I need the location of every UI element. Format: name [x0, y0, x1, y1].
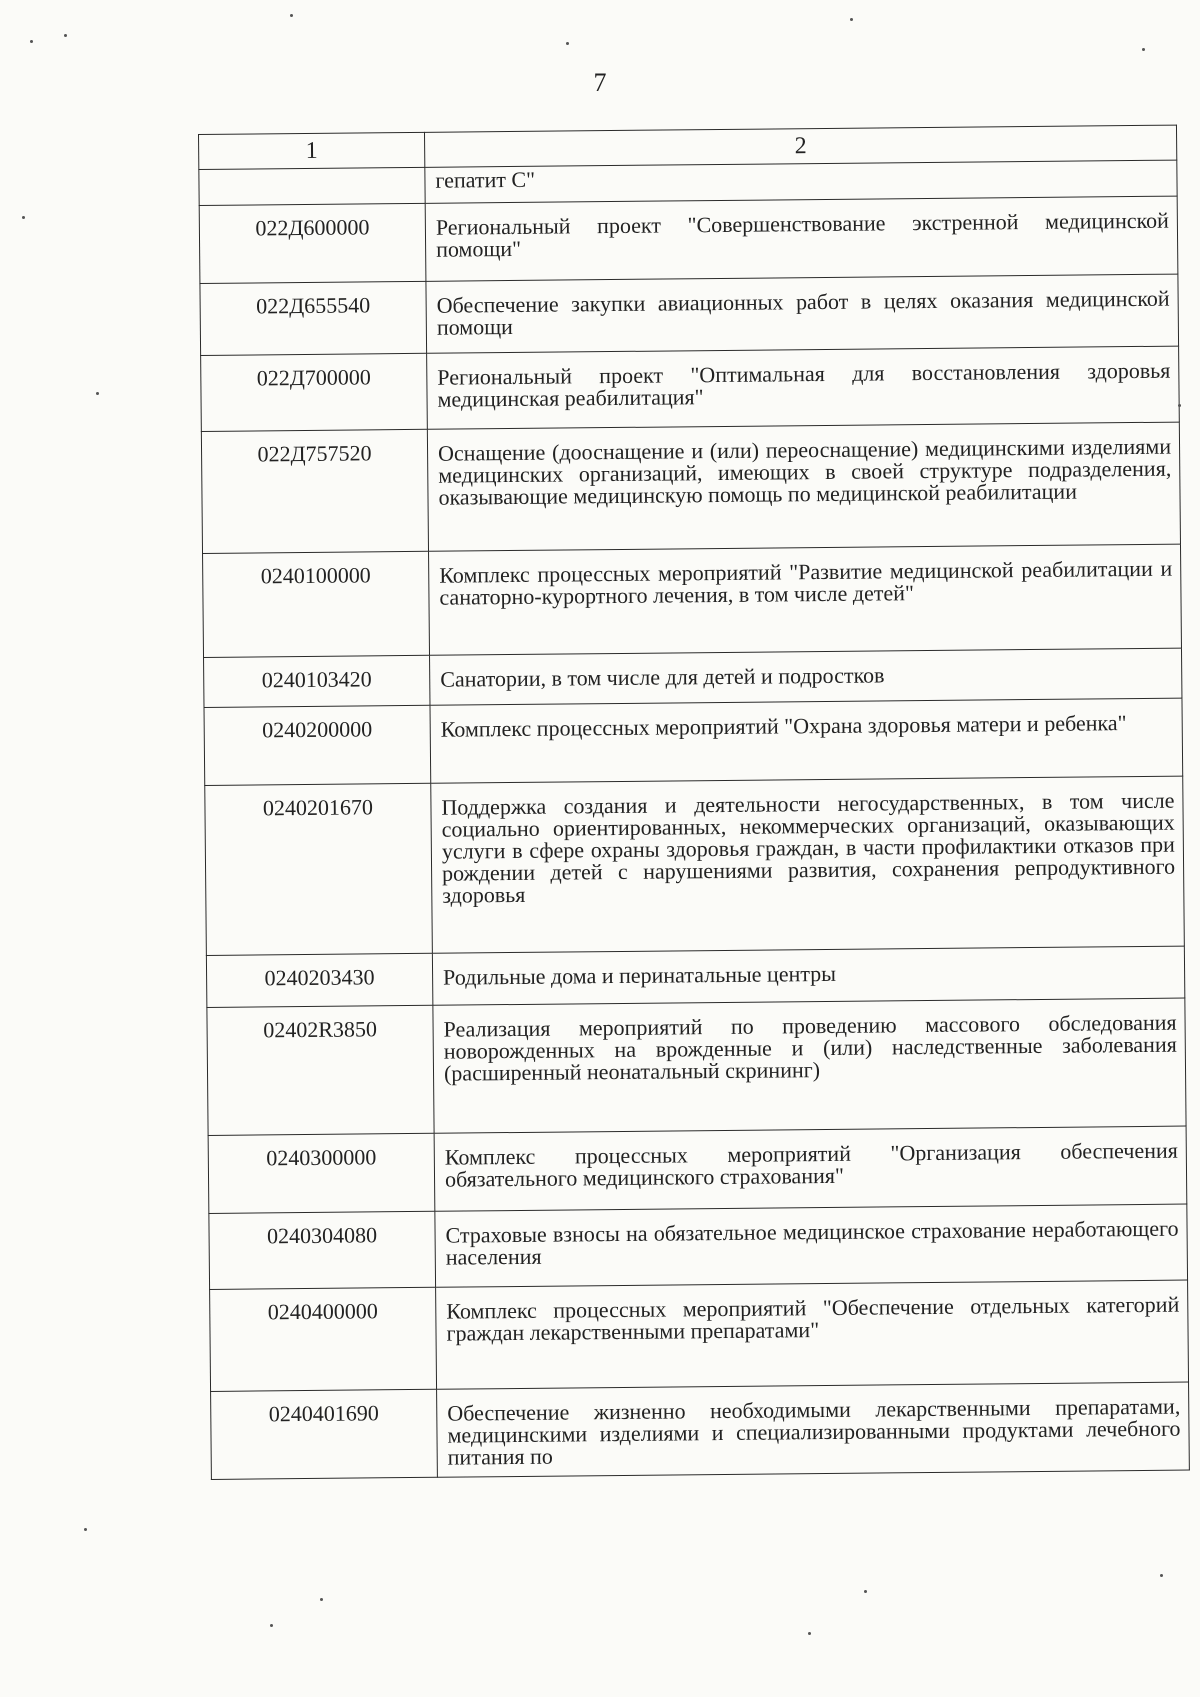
- row-description: Комплекс процессных мероприятий "Развитие медицинской реабилитации и санаторно-курортного лечения, в том числе детей": [429, 544, 1182, 655]
- table-row: [211, 1382, 1190, 1479]
- row-code: 0240400000: [210, 1287, 437, 1391]
- table-row: [204, 698, 1183, 785]
- table-row: [207, 998, 1186, 1135]
- speck: [22, 216, 25, 219]
- speck: [850, 18, 853, 21]
- row-code: 022Д600000: [199, 203, 426, 283]
- row-code: 0240100000: [203, 551, 430, 657]
- page-number: 7: [593, 68, 607, 97]
- row-description: Оснащение (дооснащение и (или) переоснащение) медицинскими изделиями медицинских организаций, имеющих в своей структуре подразделения, оказывающие медицинскую помощь по медицинской реабилитации: [427, 422, 1180, 551]
- row-description: Комплекс процессных мероприятий "Организация обеспечения обязательного медицинского страхования": [434, 1126, 1187, 1211]
- speck: [1142, 48, 1145, 51]
- row-description: Региональный проект "Оптимальная для восстановления здоровья медицинская реабилитация": [427, 346, 1180, 429]
- row-description: Страховые взносы на обязательное медицинское страхование неработающего населения: [435, 1204, 1188, 1287]
- row-code: 0240200000: [204, 705, 431, 785]
- row-description: Обеспечение закупки авиационных работ в целях оказания медицинской помощи: [426, 274, 1179, 353]
- row-code: [199, 167, 425, 205]
- row-code: 02402R3850: [207, 1005, 434, 1135]
- row-code: 022Д757520: [201, 429, 428, 553]
- row-description: Обеспечение жизненно необходимыми лекарственными препаратами, медицинскими изделиями и специализированными продуктами лечебного питания по: [437, 1382, 1190, 1477]
- table-row: [209, 1204, 1188, 1289]
- speck: [1178, 404, 1181, 407]
- speck: [566, 42, 569, 45]
- speck: [1160, 1574, 1163, 1577]
- table-row: [210, 1280, 1189, 1391]
- speck: [808, 1632, 811, 1635]
- table-row: [208, 1126, 1187, 1213]
- speck: [96, 392, 99, 395]
- row-code: 0240304080: [209, 1211, 436, 1289]
- row-description: гепатит С": [425, 160, 1177, 203]
- row-code: 0240401690: [211, 1389, 438, 1479]
- table-row: [205, 776, 1185, 955]
- budget-code-table: [198, 125, 1190, 1480]
- row-code: 022Д655540: [200, 281, 427, 355]
- row-description: Поддержка создания и деятельности негосударственных, в том числе социально ориентированных, некоммерческих организаций, оказывающих услуги в сфере охраны здоровья граждан, в части профилактики отказов при рождении детей с нарушениями развития, сохранения репродуктивного здоровья: [431, 776, 1185, 953]
- speck: [64, 34, 67, 37]
- row-code: 0240300000: [208, 1133, 435, 1213]
- column-header-2: 2: [424, 125, 1176, 167]
- row-code: 0240103420: [204, 655, 430, 707]
- row-description: Реализация мероприятий по проведению массового обследования новорожденных на врожденные и (или) наследственные заболевания (расширенный неонатальный скрининг): [433, 998, 1186, 1133]
- row-code: 022Д700000: [201, 353, 428, 431]
- row-description: Комплекс процессных мероприятий "Обеспечение отдельных категорий граждан лекарственными препаратами": [436, 1280, 1189, 1389]
- table-row: [201, 346, 1180, 431]
- speck: [320, 1598, 323, 1601]
- table-row: [206, 946, 1184, 1007]
- row-code: 0240201670: [205, 783, 433, 955]
- table-row: [199, 196, 1178, 283]
- speck: [864, 1590, 867, 1593]
- row-description: Комплекс процессных мероприятий "Охрана здоровья матери и ребенка": [430, 698, 1183, 783]
- row-description: Санатории, в том числе для детей и подростков: [430, 648, 1182, 705]
- row-code: 0240203430: [206, 953, 432, 1007]
- table-row: [201, 422, 1180, 553]
- speck: [84, 1528, 87, 1531]
- row-description: Региональный проект "Совершенствование экстренной медицинской помощи": [425, 196, 1178, 281]
- row-description: Родильные дома и перинатальные центры: [432, 946, 1184, 1005]
- table-row: [200, 274, 1179, 355]
- table-row: [203, 544, 1182, 657]
- speck: [270, 1624, 273, 1627]
- speck: [30, 40, 33, 43]
- speck: [290, 14, 293, 17]
- column-header-1: 1: [199, 132, 425, 169]
